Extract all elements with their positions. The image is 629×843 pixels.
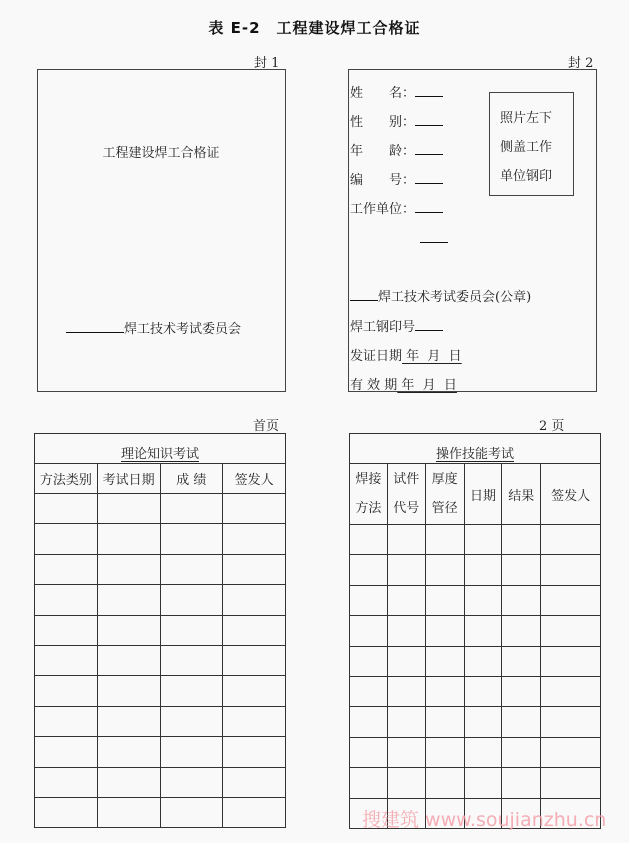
empty-cell[interactable] <box>35 706 98 736</box>
empty-cell[interactable] <box>464 555 502 585</box>
blank-line <box>415 201 443 213</box>
field-work-unit-label: 工作单位： <box>350 202 416 217</box>
empty-cell[interactable] <box>464 646 502 676</box>
header-method-category: 方法类别 <box>35 464 98 494</box>
cover2-page-label: 封 2 <box>568 56 594 71</box>
empty-cell[interactable] <box>223 554 286 584</box>
empty-cell[interactable] <box>541 585 601 615</box>
empty-cell[interactable] <box>223 615 286 645</box>
watermark: 搜建筑 www.soujianzhu.cn <box>362 809 607 831</box>
header-line: 代号 <box>393 501 420 516</box>
empty-cell[interactable] <box>541 616 601 646</box>
empty-cell[interactable] <box>387 707 425 737</box>
blank-line <box>350 289 378 301</box>
table-row <box>350 616 601 646</box>
empty-cell[interactable] <box>350 646 388 676</box>
empty-cell[interactable] <box>387 525 425 555</box>
committee-seal-line <box>350 286 531 305</box>
empty-cell[interactable] <box>223 767 286 797</box>
field-age <box>350 140 443 159</box>
empty-cell[interactable] <box>35 797 98 827</box>
empty-cell[interactable] <box>387 585 425 615</box>
empty-cell[interactable] <box>387 676 425 706</box>
skill-exam-title: 操作技能考试 <box>435 447 514 462</box>
table-row <box>35 615 286 645</box>
header-line: 方法 <box>355 501 382 516</box>
empty-cell[interactable] <box>502 768 541 798</box>
skill-exam-table <box>349 433 601 829</box>
field-gender <box>350 111 443 130</box>
theory-exam-table <box>34 433 286 828</box>
blank-line <box>415 85 443 97</box>
blank-line <box>415 143 443 155</box>
empty-cell[interactable] <box>541 707 601 737</box>
table-row <box>35 585 286 615</box>
page2-label: 2 页 <box>539 419 565 434</box>
blank-line <box>415 172 443 184</box>
empty-cell[interactable] <box>160 706 223 736</box>
empty-cell[interactable] <box>223 706 286 736</box>
empty-cell[interactable] <box>502 525 541 555</box>
issue-date-value: 年 月 日 <box>402 349 462 364</box>
empty-cell[interactable] <box>502 646 541 676</box>
table-row <box>350 737 601 767</box>
field-name-label: 姓 名： <box>350 86 416 101</box>
empty-cell[interactable] <box>35 554 98 584</box>
photo-note-line: 单位钢印 <box>500 169 553 184</box>
empty-cell[interactable] <box>223 645 286 675</box>
theory-exam-title: 理论知识考试 <box>120 447 199 462</box>
field-number-label: 编 号： <box>350 173 416 188</box>
header-exam-date: 考试日期 <box>97 464 160 494</box>
valid-period-value: 年 月 日 <box>397 378 457 393</box>
header-specimen-code <box>387 464 425 525</box>
empty-cell[interactable] <box>160 645 223 675</box>
empty-cell[interactable] <box>387 737 425 767</box>
table-row <box>350 768 601 798</box>
empty-cell[interactable] <box>223 676 286 706</box>
empty-cell[interactable] <box>97 494 160 524</box>
header-score: 成 绩 <box>160 464 223 494</box>
table-row <box>35 645 286 675</box>
empty-cell[interactable] <box>160 494 223 524</box>
header-issuer: 签发人 <box>223 464 286 494</box>
empty-cell[interactable] <box>350 768 388 798</box>
empty-cell[interactable] <box>160 524 223 554</box>
empty-cell[interactable] <box>160 554 223 584</box>
field-work-unit <box>350 198 443 217</box>
empty-cell[interactable] <box>35 494 98 524</box>
empty-cell[interactable] <box>160 615 223 645</box>
empty-cell[interactable] <box>541 646 601 676</box>
empty-cell[interactable] <box>425 646 464 676</box>
blank-line <box>420 242 448 243</box>
header-line: 厚度 <box>431 472 458 487</box>
empty-cell[interactable] <box>35 676 98 706</box>
stamp-no-label: 焊工钢印号 <box>350 320 416 335</box>
empty-cell[interactable] <box>350 616 388 646</box>
empty-cell[interactable] <box>387 616 425 646</box>
empty-cell[interactable] <box>502 676 541 706</box>
empty-cell[interactable] <box>464 768 502 798</box>
empty-cell[interactable] <box>541 525 601 555</box>
empty-cell[interactable] <box>387 555 425 585</box>
committee-seal: 焊工技术考试委员会(公章) <box>378 290 532 305</box>
empty-cell[interactable] <box>223 797 286 827</box>
empty-cell[interactable] <box>502 555 541 585</box>
empty-cell[interactable] <box>160 737 223 767</box>
blank-line <box>415 114 443 126</box>
empty-cell[interactable] <box>541 768 601 798</box>
empty-cell[interactable] <box>425 676 464 706</box>
empty-cell[interactable] <box>464 585 502 615</box>
empty-cell[interactable] <box>97 585 160 615</box>
header-line: 焊接 <box>355 472 382 487</box>
theory-exam-title-cell <box>35 434 286 464</box>
photo-note-line: 侧盖工作 <box>500 140 553 155</box>
document-title: 表 E-2 工程建设焊工合格证 <box>208 19 421 37</box>
empty-cell[interactable] <box>387 646 425 676</box>
empty-cell[interactable] <box>350 525 388 555</box>
empty-cell[interactable] <box>502 737 541 767</box>
empty-cell[interactable] <box>97 676 160 706</box>
table-row <box>350 555 601 585</box>
table-row <box>35 524 286 554</box>
empty-cell[interactable] <box>425 525 464 555</box>
table-row <box>35 797 286 827</box>
table-row <box>350 676 601 706</box>
table-row <box>35 706 286 736</box>
empty-cell[interactable] <box>97 706 160 736</box>
empty-cell[interactable] <box>223 585 286 615</box>
table-row <box>350 707 601 737</box>
empty-cell[interactable] <box>425 585 464 615</box>
header-result: 结果 <box>502 464 541 525</box>
table-row <box>350 525 601 555</box>
empty-cell[interactable] <box>464 525 502 555</box>
empty-cell[interactable] <box>35 767 98 797</box>
empty-cell[interactable] <box>35 585 98 615</box>
empty-cell[interactable] <box>97 524 160 554</box>
header-line: 试件 <box>393 472 420 487</box>
table-row <box>350 646 601 676</box>
empty-cell[interactable] <box>97 797 160 827</box>
cover1-committee: 焊工技术考试委员会 <box>124 322 242 337</box>
empty-cell[interactable] <box>350 585 388 615</box>
page1-label: 首页 <box>253 419 280 434</box>
empty-cell[interactable] <box>97 615 160 645</box>
table-row <box>35 676 286 706</box>
table-row <box>35 767 286 797</box>
empty-cell[interactable] <box>35 524 98 554</box>
blank-line <box>66 321 124 333</box>
empty-cell[interactable] <box>541 555 601 585</box>
empty-cell[interactable] <box>425 616 464 646</box>
photo-box <box>489 92 574 196</box>
empty-cell[interactable] <box>502 616 541 646</box>
header-date: 日期 <box>464 464 502 525</box>
empty-cell[interactable] <box>223 524 286 554</box>
header-welding-method <box>350 464 388 525</box>
empty-cell[interactable] <box>97 645 160 675</box>
empty-cell[interactable] <box>425 707 464 737</box>
field-number <box>350 169 443 188</box>
empty-cell[interactable] <box>541 737 601 767</box>
table-row <box>35 554 286 584</box>
blank-line <box>415 319 443 331</box>
empty-cell[interactable] <box>350 737 388 767</box>
empty-cell[interactable] <box>425 768 464 798</box>
valid-period-line <box>350 374 457 393</box>
empty-cell[interactable] <box>160 767 223 797</box>
empty-cell[interactable] <box>35 615 98 645</box>
issue-date-label: 发证日期 <box>350 349 403 364</box>
empty-cell[interactable] <box>350 676 388 706</box>
cover1-page-label: 封 1 <box>254 56 280 71</box>
cover1-heading: 工程建设焊工合格证 <box>102 146 220 161</box>
table-row <box>35 494 286 524</box>
table-row <box>350 585 601 615</box>
empty-cell[interactable] <box>160 676 223 706</box>
field-gender-label: 性 别： <box>350 115 416 130</box>
empty-cell[interactable] <box>464 616 502 646</box>
table-row <box>35 737 286 767</box>
empty-cell[interactable] <box>541 676 601 706</box>
empty-cell[interactable] <box>223 494 286 524</box>
empty-cell[interactable] <box>223 737 286 767</box>
photo-note-line: 照片左下 <box>500 111 553 126</box>
empty-cell[interactable] <box>425 737 464 767</box>
stamp-no-line <box>350 316 443 335</box>
empty-cell[interactable] <box>97 554 160 584</box>
empty-cell[interactable] <box>97 737 160 767</box>
empty-cell[interactable] <box>35 737 98 767</box>
cover1-committee-line <box>66 318 241 337</box>
empty-cell[interactable] <box>502 707 541 737</box>
empty-cell[interactable] <box>502 585 541 615</box>
issue-date-line <box>350 345 462 364</box>
empty-cell[interactable] <box>35 645 98 675</box>
empty-cell[interactable] <box>160 585 223 615</box>
empty-cell[interactable] <box>464 707 502 737</box>
empty-cell[interactable] <box>350 707 388 737</box>
field-age-label: 年 龄： <box>350 144 416 159</box>
cover2-panel <box>348 69 597 392</box>
empty-cell[interactable] <box>387 768 425 798</box>
empty-cell[interactable] <box>464 676 502 706</box>
empty-cell[interactable] <box>464 737 502 767</box>
empty-cell[interactable] <box>425 555 464 585</box>
empty-cell[interactable] <box>350 555 388 585</box>
cover1-panel <box>37 69 286 392</box>
skill-exam-title-cell <box>350 434 601 464</box>
field-name <box>350 82 443 101</box>
header-thickness-diameter <box>425 464 464 525</box>
empty-cell[interactable] <box>160 797 223 827</box>
valid-period-label: 有 效 期 <box>350 378 398 393</box>
header-issuer: 签发人 <box>541 464 601 525</box>
empty-cell[interactable] <box>97 767 160 797</box>
header-line: 管径 <box>431 501 458 516</box>
